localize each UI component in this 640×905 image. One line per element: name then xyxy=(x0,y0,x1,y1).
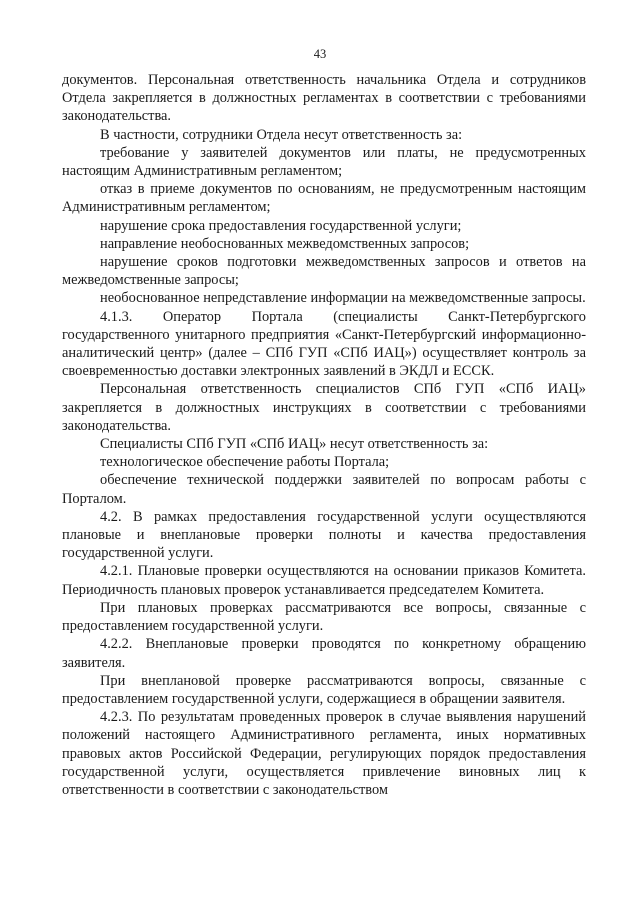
document-body xyxy=(62,71,586,799)
paragraph-section-4-2: 4.2. В рамках предоставления государственной услуги осуществляются плановые и внеплановые проверки полноты и качества предоставления государственной услуги. xyxy=(62,508,586,562)
paragraph-section-4-2-3: 4.2.3. По результатам проведенных проверок в случае выявления нарушений положений настоящего Административного регламента, иных нормативных правовых актов Российской Федерации, регулирующих порядок предоставления государственной услуги, осуществляется привлечение виновных лиц к ответственности в соответствии с законодательством xyxy=(62,709,586,798)
paragraph-section-4-2-2: 4.2.2. Внеплановые проверки проводятся по конкретному обращению заявителя. xyxy=(62,636,586,671)
paragraph-list-item: технологическое обеспечение работы Портала; xyxy=(100,454,390,471)
paragraph-list-item: нарушение срока предоставления государственной услуги; xyxy=(100,217,462,234)
paragraph-section-4-1-3: 4.1.3. Оператор Портала (специалисты Санкт-Петербургского государственного унитарного предприятия «Санкт-Петербургский информационно-аналитический центр» (далее – СПб ГУП «СПб ИАЦ») осуществляет контроль за своевременностью доставки электронных заявлений в ЭКДЛ и ЕССК. xyxy=(62,308,586,380)
paragraph-list-item: направление необоснованных межведомственных запросов; xyxy=(100,235,470,252)
paragraph-list-item: необоснованное непредставление информации на межведомственные запросы. xyxy=(100,290,586,307)
paragraph-list-item: обеспечение технической поддержки заявителей по вопросам работы с Порталом. xyxy=(62,472,586,507)
paragraph-list-item: отказ в приеме документов по основаниям, не предусмотренным настоящим Административным регламентом; xyxy=(62,181,586,216)
paragraph-list-item: нарушение сроков подготовки межведомственных запросов и ответов на межведомственные запросы; xyxy=(62,254,586,289)
paragraph-iac-responsibility-intro: Специалисты СПб ГУП «СПб ИАЦ» несут ответственность за: xyxy=(100,436,489,453)
paragraph-responsibility-intro: В частности, сотрудники Отдела несут ответственность за: xyxy=(100,126,463,143)
paragraph-unplanned-checks: При внеплановой проверке рассматриваются вопросы, связанные с предоставлением государственной услуги, содержащиеся в обращении заявителя. xyxy=(62,672,586,707)
paragraph-section-4-2-1: 4.2.1. Плановые проверки осуществляются на основании приказов Комитета. Периодичность плановых проверок устанавливается председателем Комитета. xyxy=(62,563,586,598)
paragraph-list-item: требование у заявителей документов или платы, не предусмотренных настоящим Административным регламентом; xyxy=(62,144,586,180)
paragraph-continuation: документов. Персональная ответственность начальника Отдела и сотрудников Отдела закрепляется в должностных регламентах в соответствии с требованиями законодательства. xyxy=(62,72,586,125)
paragraph-iac-responsibility: Персональная ответственность специалистов СПб ГУП «СПб ИАЦ» закрепляется в должностных инструкциях в соответствии с требованиями законодательства. xyxy=(62,381,586,434)
paragraph-planned-checks: При плановых проверках рассматриваются все вопросы, связанные с предоставлением государственной услуги. xyxy=(62,599,586,635)
page-number: 43 xyxy=(313,47,327,61)
